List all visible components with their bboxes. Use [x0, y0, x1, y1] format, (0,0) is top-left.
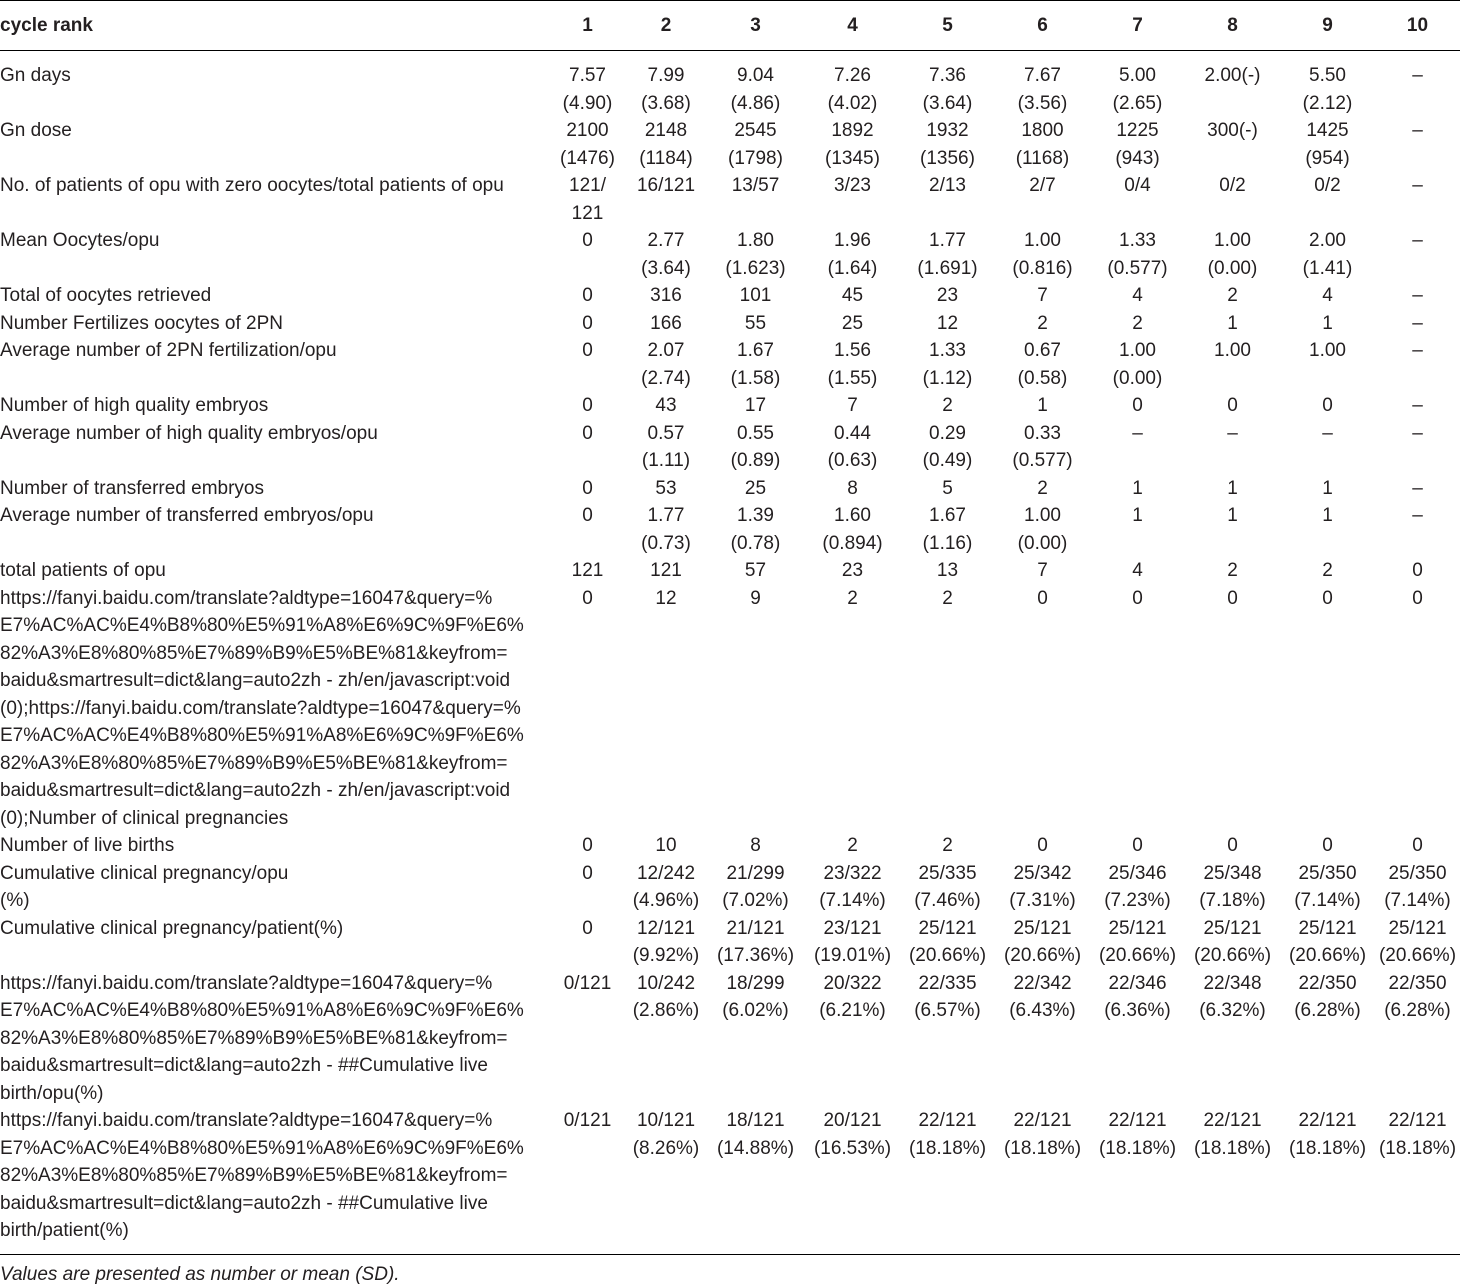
table-cell: 7.57 (4.90): [562, 65, 613, 114]
table-row: [0, 502, 1460, 557]
row-label: Gn dose: [0, 120, 72, 141]
table-cell: 25/335 (7.46%): [914, 862, 981, 911]
table-cell: 0: [582, 835, 593, 856]
table-cell: 25/121 (20.66%): [1378, 917, 1457, 966]
table-cell: 2: [847, 587, 858, 609]
table-cell: 1.80 (1.623): [725, 230, 786, 279]
table-cell: 1.56 (1.55): [827, 340, 878, 389]
table-cell: 0: [582, 285, 593, 306]
table-footnote: Values are presented as number or mean (SD).: [0, 1254, 1460, 1288]
table-cell: 25/121 (20.66%): [1003, 917, 1082, 966]
table-cell: 0: [582, 230, 593, 251]
table-cell: 9.04 (4.86): [730, 65, 781, 114]
column-header: 4: [805, 1, 900, 51]
table-cell: 1425 (954): [1305, 120, 1350, 169]
table-cell: 0: [1132, 835, 1143, 856]
table-cell: 18/299 (6.02%): [722, 972, 789, 1021]
table-cell: 121: [571, 560, 604, 581]
table-cell: 25/121 (20.66%): [908, 917, 987, 966]
table-cell: 2: [1037, 312, 1048, 334]
table-cell: 25: [841, 312, 864, 334]
table-cell: 1: [1227, 477, 1238, 499]
table-cell: 23/322 (7.14%): [819, 862, 886, 911]
table-cell: 22/350 (6.28%): [1294, 972, 1361, 1021]
table-cell: 0: [1132, 587, 1143, 609]
table-cell: 101: [739, 285, 772, 306]
table-cell: 1.77 (1.691): [917, 230, 978, 279]
table-cell: 22/121 (18.18%): [1003, 1110, 1082, 1159]
table-cell: 25/121 (20.66%): [1098, 917, 1177, 966]
table-cell: 10: [655, 835, 677, 856]
table-header: [0, 1, 1460, 51]
table-cell: 2.00 (1.41): [1302, 230, 1353, 279]
table-cell: 0/121: [563, 972, 612, 994]
table-body: [0, 51, 1460, 1255]
row-label: Number of live births: [0, 835, 175, 856]
row-label: Number Fertilizes oocytes of 2PN: [0, 312, 283, 334]
table-cell: 1.96 (1.64): [827, 230, 878, 279]
table-row: [0, 51, 1460, 118]
table-cell: –: [1412, 230, 1423, 251]
table-cell: –: [1322, 422, 1333, 444]
header-row: [0, 1, 1460, 51]
table-row: [0, 860, 1460, 915]
table-cell: 5: [942, 477, 953, 499]
table-cell: 25/346 (7.23%): [1104, 862, 1171, 911]
table-cell: 25/121 (20.66%): [1288, 917, 1367, 966]
table-cell: 4: [1132, 285, 1143, 306]
table-cell: 0: [582, 862, 593, 884]
table-cell: 17: [744, 395, 767, 416]
table-cell: 0.67 (0.58): [1017, 340, 1068, 389]
table-cell: 22/121 (18.18%): [1098, 1110, 1177, 1159]
table-cell: 0: [582, 395, 593, 416]
table-row: [0, 227, 1460, 282]
table-cell: 8: [750, 835, 761, 856]
table-cell: 1: [1227, 312, 1238, 334]
table-cell: 7.99 (3.68): [641, 65, 691, 114]
table-cell: 1932 (1356): [920, 120, 975, 169]
table-cell: 300(-): [1207, 120, 1258, 141]
table-cell: 1: [1322, 505, 1333, 526]
row-label: https://fanyi.baidu.com/translate?aldtype=16047&query=% E7%AC%AC%E4%B8%80%E5%91%A8%E6%9C%9F%E6% 82%A3%E8%80%85%E7%89%B9%E5%BE%81&keyfrom= baidu&smartresult=dict&lang=auto2zh - ##Cumulative live birth/opu(%): [0, 972, 524, 1104]
row-label: total patients of opu: [0, 560, 166, 581]
table-row: [0, 832, 1460, 860]
table-cell: –: [1227, 422, 1238, 444]
table-cell: 10/242 (2.86%): [632, 972, 700, 1021]
table-cell: 23: [841, 560, 864, 581]
table-cell: –: [1412, 477, 1423, 499]
row-label: Number of high quality embryos: [0, 395, 269, 416]
table-cell: 2.00(-): [1204, 65, 1261, 86]
table-cell: 2100 (1476): [560, 120, 615, 169]
table-row: [0, 310, 1460, 338]
table-cell: 2: [942, 395, 953, 416]
table-cell: 121: [650, 560, 682, 581]
table-cell: 0/2: [1219, 175, 1246, 196]
table-cell: 1: [1037, 395, 1048, 416]
row-label: Total of oocytes retrieved: [0, 285, 212, 306]
table-cell: 1.39 (0.78): [730, 505, 781, 554]
table-cell: 0: [582, 477, 593, 499]
table-cell: 0: [582, 917, 593, 939]
column-header: 10: [1375, 1, 1460, 51]
table-cell: 0: [582, 587, 593, 609]
table-cell: –: [1412, 65, 1423, 86]
table-cell: 0: [1227, 395, 1238, 416]
table-cell: 1.60 (0.894): [822, 505, 883, 554]
table-cell: 8: [847, 477, 858, 499]
table-cell: 2545 (1798): [728, 120, 783, 169]
table-cell: 22/121 (18.18%): [1288, 1110, 1367, 1159]
table-row: [0, 915, 1460, 970]
table-cell: 2148 (1184): [639, 120, 693, 169]
table-cell: 2: [1132, 312, 1143, 334]
table-cell: 23: [936, 285, 959, 306]
table-cell: 0: [1412, 835, 1423, 856]
column-header: 1: [549, 1, 626, 51]
table-cell: 0: [582, 312, 593, 334]
table-cell: 22/335 (6.57%): [914, 972, 981, 1021]
table-cell: 0: [582, 505, 593, 526]
table-cell: 1.00: [1214, 340, 1251, 361]
table-cell: 57: [744, 560, 767, 581]
table-row: [0, 557, 1460, 585]
table-cell: –: [1412, 312, 1423, 334]
table-cell: 45: [841, 285, 864, 306]
table-cell: 0: [1322, 587, 1333, 609]
row-label: Gn days: [0, 65, 71, 86]
column-header: 5: [900, 1, 995, 51]
table-cell: 1: [1322, 312, 1333, 334]
table-cell: 18/121 (14.88%): [716, 1110, 795, 1159]
table-cell: 1.33 (1.12): [922, 340, 973, 389]
table-cell: 1.00 (0.00): [1017, 505, 1068, 554]
table-cell: 7: [1037, 285, 1048, 306]
table-cell: 2.07 (2.74): [641, 340, 691, 389]
column-header: 6: [995, 1, 1090, 51]
table-cell: 1.33 (0.577): [1107, 230, 1168, 279]
table-cell: 55: [744, 312, 767, 334]
table-cell: 1.00: [1309, 340, 1346, 361]
table-cell: 1: [1132, 505, 1143, 526]
table-cell: 4: [1322, 285, 1333, 306]
table-cell: 2: [942, 835, 953, 856]
table-cell: 2: [1322, 560, 1333, 581]
table-cell: 2/13: [929, 175, 966, 196]
table-cell: 0/2: [1314, 175, 1341, 196]
table-cell: –: [1412, 505, 1423, 526]
column-header: 2: [626, 1, 706, 51]
table-cell: 1.00 (0.816): [1012, 230, 1073, 279]
table-cell: 21/299 (7.02%): [722, 862, 789, 911]
table-cell: 25/350 (7.14%): [1294, 862, 1361, 911]
table-cell: 5.00 (2.65): [1112, 65, 1163, 114]
table-cell: 22/348 (6.32%): [1199, 972, 1266, 1021]
column-header: 7: [1090, 1, 1185, 51]
table-cell: –: [1412, 395, 1423, 416]
table-cell: 9: [750, 587, 761, 609]
column-header: 3: [706, 1, 805, 51]
table-cell: 0.33 (0.577): [1012, 422, 1073, 471]
table-cell: 12/121 (9.92%): [632, 917, 700, 966]
table-cell: 0: [582, 340, 593, 361]
table-cell: 1.67 (1.16): [922, 505, 973, 554]
table-cell: 53: [655, 477, 677, 499]
table-cell: 0: [1037, 587, 1048, 609]
row-label: Cumulative clinical pregnancy/patient(%): [0, 917, 344, 939]
table-cell: 0: [1412, 560, 1423, 581]
row-label: Average number of 2PN fertilization/opu: [0, 340, 337, 361]
table-cell: –: [1412, 120, 1423, 141]
table-cell: 1.77 (0.73): [641, 505, 691, 554]
table-cell: 7.26 (4.02): [827, 65, 878, 114]
table-cell: 23/121 (19.01%): [813, 917, 892, 966]
table-cell: 316: [650, 285, 682, 306]
table-cell: 166: [650, 312, 682, 334]
table-cell: 1800 (1168): [1015, 120, 1070, 169]
table-row: [0, 282, 1460, 310]
table-cell: 25/350 (7.14%): [1384, 862, 1451, 911]
table-cell: 21/121 (17.36%): [716, 917, 795, 966]
table-cell: 5.50 (2.12): [1302, 65, 1353, 114]
table-cell: –: [1412, 422, 1423, 444]
header-label: cycle rank: [0, 1, 549, 51]
row-label: Average number of high quality embryos/opu: [0, 422, 378, 444]
table-cell: 1.00 (0.00): [1207, 230, 1258, 279]
row-label: https://fanyi.baidu.com/translate?aldtype=16047&query=% E7%AC%AC%E4%B8%80%E5%91%A8%E6%9C%9F%E6% 82%A3%E8%80%85%E7%89%B9%E5%BE%81&keyfrom= baidu&smartresult=dict&lang=auto2zh - zh/en/javascript:void (0);https://fanyi.baidu.com/translate?aldtype=16047&query=% E7%AC%AC%E4%B8%80%E5%91%A8%E6%9C%9F%E6% 82%A3%E8%80%85%E7%89%B9%E5%BE%81&keyfrom= baidu&smartresult=dict&lang=auto2zh - zh/en/javascript:void (0);Number of clinical pregnancies: [0, 587, 524, 829]
table-cell: 25/121 (20.66%): [1193, 917, 1272, 966]
table-cell: 0/121: [563, 1110, 612, 1131]
table-cell: 0.29 (0.49): [922, 422, 973, 471]
table-cell: 4: [1132, 560, 1143, 581]
table-cell: 12/242 (4.96%): [632, 862, 700, 911]
table-cell: 1.00 (0.00): [1112, 340, 1163, 389]
table-cell: 0.44 (0.63): [827, 422, 878, 471]
table-cell: 12: [936, 312, 959, 334]
column-header: 9: [1280, 1, 1375, 51]
table-cell: 12: [655, 587, 677, 609]
table-row: [0, 420, 1460, 475]
table-cell: 25/348 (7.18%): [1199, 862, 1266, 911]
table-cell: 0: [1412, 587, 1423, 609]
table-row: [0, 585, 1460, 833]
table-cell: 0.55 (0.89): [730, 422, 781, 471]
table-cell: 2: [1227, 285, 1238, 306]
row-label: Number of transferred embryos: [0, 477, 264, 499]
table-row: [0, 475, 1460, 503]
row-label: No. of patients of opu with zero oocytes/total patients of opu: [0, 175, 504, 196]
table-cell: 1: [1227, 505, 1238, 526]
table-cell: 25/342 (7.31%): [1009, 862, 1076, 911]
table-cell: 13: [936, 560, 959, 581]
table-cell: –: [1412, 340, 1423, 361]
table-cell: 22/346 (6.36%): [1104, 972, 1171, 1021]
table-row: [0, 337, 1460, 392]
table-cell: 22/121 (18.18%): [1378, 1110, 1457, 1159]
table-cell: 2/7: [1029, 175, 1056, 196]
table-cell: 1.67 (1.58): [730, 340, 781, 389]
table-cell: 1: [1322, 477, 1333, 499]
table-cell: 13/57: [731, 175, 780, 196]
row-label: Average number of transferred embryos/opu: [0, 505, 374, 526]
table-cell: 2: [942, 587, 953, 609]
table-cell: 0: [582, 422, 593, 444]
table-cell: 2: [1037, 477, 1048, 499]
table-cell: 2: [1227, 560, 1238, 581]
table-cell: 43: [655, 395, 677, 416]
table-cell: 2.77 (3.64): [641, 230, 691, 279]
table-cell: 0: [1322, 395, 1333, 416]
table-cell: 7: [847, 395, 858, 416]
table-cell: 20/322 (6.21%): [819, 972, 886, 1021]
table-cell: 7: [1037, 560, 1048, 581]
row-label: https://fanyi.baidu.com/translate?aldtype=16047&query=% E7%AC%AC%E4%B8%80%E5%91%A8%E6%9C%9F%E6% 82%A3%E8%80%85%E7%89%B9%E5%BE%81&keyfrom= baidu&smartresult=dict&lang=auto2zh - ##Cumulative live birth/patient(%): [0, 1110, 524, 1241]
table-cell: 0: [1227, 835, 1238, 856]
table-row: [0, 117, 1460, 172]
table-cell: 0: [1132, 395, 1143, 416]
table-cell: 10/121 (8.26%): [632, 1110, 700, 1159]
table-cell: 7.67 (3.56): [1017, 65, 1068, 114]
table-row: [0, 172, 1460, 227]
table-cell: 20/121 (16.53%): [813, 1110, 892, 1159]
table-cell: 0/4: [1124, 175, 1151, 196]
column-header: 8: [1185, 1, 1280, 51]
table-footer: [0, 1254, 1460, 1288]
table-cell: 3/23: [834, 175, 871, 196]
table-cell: 1: [1132, 477, 1143, 499]
table-cell: 0: [1037, 835, 1048, 856]
table-row: [0, 1107, 1460, 1254]
table-cell: –: [1412, 175, 1423, 196]
table-row: [0, 392, 1460, 420]
table-cell: 0: [1227, 587, 1238, 609]
table-row: [0, 970, 1460, 1108]
row-label: Cumulative clinical pregnancy/opu (%): [0, 862, 289, 911]
table-cell: –: [1412, 285, 1423, 306]
table-cell: 22/342 (6.43%): [1009, 972, 1076, 1021]
table-cell: –: [1132, 422, 1143, 444]
table-cell: 22/350 (6.28%): [1384, 972, 1451, 1021]
table-cell: 25: [744, 477, 767, 499]
table-cell: 0: [1322, 835, 1333, 856]
table-cell: 7.36 (3.64): [922, 65, 973, 114]
table-cell: 121/ 121: [569, 175, 606, 224]
table-cell: 0.57 (1.11): [641, 422, 691, 471]
table-cell: 1892 (1345): [825, 120, 880, 169]
table-cell: 1225 (943): [1115, 120, 1160, 169]
table-cell: 16/121: [636, 175, 696, 196]
table-cell: 22/121 (18.18%): [1193, 1110, 1272, 1159]
table-cell: 2: [847, 835, 858, 856]
row-label: Mean Oocytes/opu: [0, 230, 160, 251]
table-cell: 22/121 (18.18%): [908, 1110, 987, 1159]
